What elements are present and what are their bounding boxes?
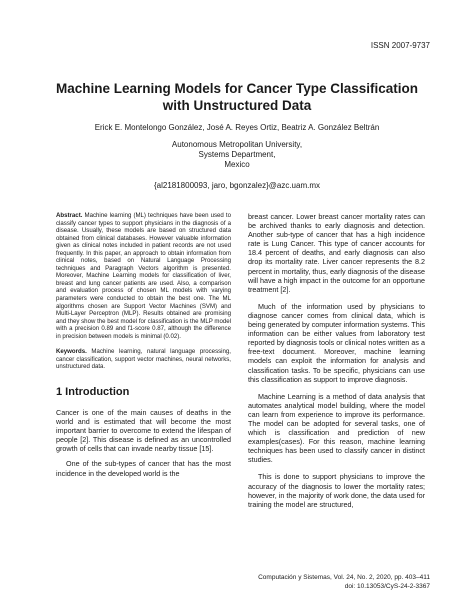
section-heading: 1 Introduction [56,385,130,398]
keywords-label: Keywords. [56,348,87,356]
body-paragraph: Cancer is one of the main causes of deaths in the world and is estimated that will become the most important barrier to overcome to extend the lifespan of people [2]. This disease is defined as an uncontrolled growth of cells that can invade nearby tissue [15]. [56,407,231,454]
keywords-text: Machine learning, natural language processing, cancer classification, support vector machines, neural networks, unstructured data. [56,348,231,371]
body-paragraph: This is done to support physicians to improve the accuracy of the diagnosis to lower the mortality rates; however, in the majority of work done, the data used for training the model are structured, [248,472,425,509]
abstract-label: Abstract. [56,212,83,219]
affiliation-line: Mexico [224,160,250,169]
affiliation-line: Autonomous Metropolitan University, [171,140,303,149]
right-column [248,212,425,509]
issn-label: ISSN 2007-9737 [370,41,430,50]
author-list: Erick E. Montelongo González, José A. Reyes Ortiz, Beatriz A. González Beltrán [94,123,380,132]
abstract [56,212,231,340]
left-column [56,212,231,478]
affiliation-line: Systems Department, [198,150,276,159]
keywords [56,348,231,371]
affiliation-block [100,140,374,170]
body-paragraph: One of the sub-types of cancer that has the most incidence in the developed world is the [56,459,231,478]
author-emails: {al2181800093, jaro, bgonzalez}@azc.uam.mx [153,181,320,190]
page-footer [258,573,430,591]
doi-label: doi: 10.13053/CyS-24-2-3367 [344,583,430,590]
body-paragraph: breast cancer. Lower breast cancer mortality rates can be archived thanks to early diagnosis and detection. Another sub-type of cancer that has a high incidence rate is Lung Cancer. This type of cancer accounts for 18.4 percent of deaths, and early diagnosis can also drop its mortality rate. Liver cancer represents the 8.2 percent in mortality, thus, early diagnosis of the disease will have a high impact in the outcome for an opportune treatment [2]. [248,212,425,294]
body-paragraph: Much of the information used by physicians to diagnose cancer comes from clinical data, which is being generated by computer information systems. This information can be either values from laboratory test reported by diagnosis tools or clinical notes written as a free-text document. Moreover, machine learning models can exploit the information for analysis and classification tasks. To be specific, physicians can use this classification as support to improve diagnosis. [248,301,425,384]
paper-title: Machine Learning Models for Cancer Type Classification with Unstructured Data [55,81,419,113]
journal-citation: Computación y Sistemas, Vol. 24, No. 2, 2020, pp. 403–411 [258,574,430,581]
abstract-text: Machine learning (ML) techniques have been used to classify cancer types to support physicians in the diagnosis of a disease. Usually, these models are based on structured data obtained from clinical databases. However valuable information given as clinical notes included in patient records are not used frequently. In this paper, an approach to obtain information from clinical notes, based on Natural Language Processing techniques and Paragraph Vectors algorithm is presented. Moreover, Machine Learning models for classification of liver, breast and lung cancer patients are used. Also, a comparison and evaluation process of chosen ML models with varying parameters were conducted to obtain the best one. The ML algorithms chosen are Support Vector Machines (SVM) and Multi-Layer Perceptron (MLP). Results obtained are promising and they show the best model for classification is the MLP model with a precision 0.89 and f1-score 0.87, although the difference in precision between models is minimal (0.02). [56,212,231,340]
body-paragraph: Machine Learning is a method of data analysis that automates analytical model building, where the model can learn from experience to improve its performance. The model can be adopted for several tasks, one of which is classification and prediction of new examples(cases). For this reason, machine learning techniques has been used to classify cancer in distinct studies. [248,391,425,465]
